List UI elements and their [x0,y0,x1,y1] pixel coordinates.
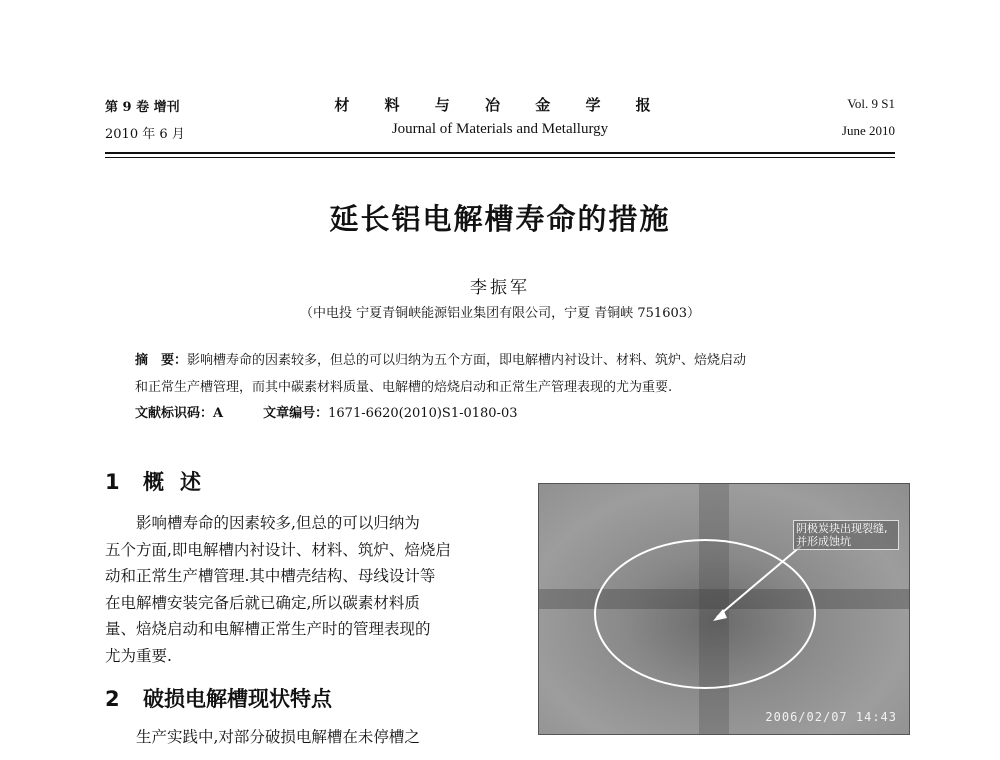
annotation-arrow-line [717,546,801,617]
journal-title-cn: 材 料 与 冶 金 学 报 [334,96,666,114]
abstract-label: 摘 要： [135,353,188,368]
volume-cn: 第 9 卷 增刊 [105,100,180,115]
abstract-text-1: 影响槽寿命的因素较多，但总的可以归纳为五个方面，即电解槽内衬设计、材料、筑炉、焙烧启动 [187,353,747,368]
photo-timestamp: 2006/02/07 14:43 [765,710,897,724]
header-rule-thick [105,152,895,154]
section-2-title: 破损电解槽现状特点 [143,687,332,711]
paragraph-line: 影响槽寿命的因素较多,但总的可以归纳为 [105,514,420,532]
article-no: 1671-6620(2010)S1-0180-03 [328,406,518,421]
paragraph-line: 五个方面,即电解槽内衬设计、材料、筑炉、焙烧启 [105,540,451,559]
section-1-number: 1 [105,470,120,494]
doc-code: A [213,406,224,421]
section-1-heading [105,466,217,496]
abstract-line-1 [135,351,870,371]
abstract-meta [135,404,870,424]
abstract-line-2: 和正常生产槽管理，而其中碳素材料质量、电解槽的焙烧启动和正常生产管理表现的尤为重要. [135,380,673,395]
cathode-crack-photo [538,483,910,735]
paragraph-line: 尤为重要. [105,646,172,665]
doc-code-label: 文献标识码： [135,406,214,421]
section-1-paragraph [105,510,485,669]
header-rule-thin [105,157,895,158]
paragraph-line: 在电解槽安装完备后就已确定,所以碳素材料质 [105,593,420,612]
article-title: 延长铝电解槽寿命的措施 [329,202,671,236]
journal-title-en: Journal of Materials and Metallurgy [391,121,609,137]
section-2-heading [105,683,332,713]
photo-label: 阴极炭块出现裂缝,并形成蚀坑 [793,520,899,550]
author-name: 李振军 [470,278,530,298]
section-2-number: 2 [105,687,120,711]
author-affiliation: （中电投 宁夏青铜峡能源铝业集团有限公司，宁夏 青铜峡 751603） [299,306,701,321]
paragraph-line: 动和正常生产槽管理.其中槽壳结构、母线设计等 [105,567,436,585]
volume-en: Vol. 9 S1 [847,96,895,111]
section-2-paragraph [105,724,485,751]
date-en: June 2010 [841,123,895,138]
paragraph-line: 量、焙烧启动和电解槽正常生产时的管理表现的 [105,620,431,638]
date-cn: 2010 年 6 月 [105,127,185,142]
article-no-label: 文章编号： [263,406,329,421]
paragraph-line: 生产实践中,对部分破损电解槽在未停槽之 [105,728,420,746]
section-1-title: 概述 [143,470,217,494]
